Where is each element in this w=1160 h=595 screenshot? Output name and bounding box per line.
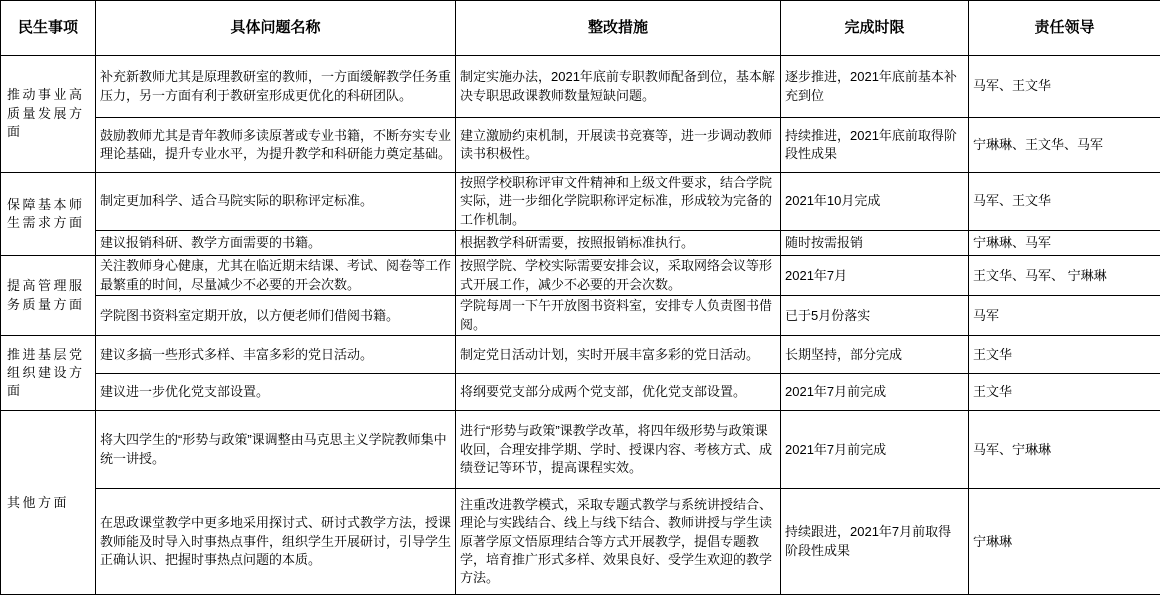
deadline-cell: 2021年7月前完成 bbox=[781, 411, 969, 489]
category-cell: 其他方面 bbox=[1, 411, 96, 595]
leader-cell: 王文华 bbox=[969, 336, 1160, 374]
problem-cell: 关注教师身心健康，尤其在临近期末结课、考试、阅卷等工作最繁重的时间，尽量减少不必要的开会次数。 bbox=[96, 256, 456, 296]
leader-cell: 王文华 bbox=[969, 374, 1160, 411]
leader-cell: 宁琳琳、王文华、马军 bbox=[969, 118, 1160, 173]
problem-cell: 在思政课堂教学中更多地采用探讨式、研讨式教学方法，授课教师能及时导入时事热点事件，组织学生开展研讨，引导学生正确认识、把握时事热点问题的本质。 bbox=[96, 489, 456, 595]
problem-cell: 建议报销科研、教学方面需要的书籍。 bbox=[96, 231, 456, 256]
measure-cell: 学院每周一下午开放图书资料室，安排专人负责图书借阅。 bbox=[456, 296, 781, 336]
column-header-problem: 具体问题名称 bbox=[96, 1, 456, 56]
column-header-leader: 责任领导 bbox=[969, 1, 1160, 56]
leader-cell: 王文华、马军、 宁琳琳 bbox=[969, 256, 1160, 296]
leader-cell: 宁琳琳、马军 bbox=[969, 231, 1160, 256]
measure-cell: 建立激励约束机制，开展读书竞赛等，进一步调动教师读书积极性。 bbox=[456, 118, 781, 173]
table-row bbox=[1, 296, 1160, 336]
measure-cell: 进行“形势与政策”课教学改革，将四年级形势与政策课收回，合理安排学期、学时、授课内容、考核方式、成绩登记等环节，提高课程实效。 bbox=[456, 411, 781, 489]
column-header-deadline: 完成时限 bbox=[781, 1, 969, 56]
problem-cell: 学院图书资料室定期开放，以方便老师们借阅书籍。 bbox=[96, 296, 456, 336]
deadline-cell: 已于5月份落实 bbox=[781, 296, 969, 336]
measure-cell: 按照学院、学校实际需要安排会议，采取网络会议等形式开展工作，减少不必要的开会次数。 bbox=[456, 256, 781, 296]
leader-cell: 马军、王文华 bbox=[969, 56, 1160, 118]
deadline-cell: 逐步推进，2021年底前基本补充到位 bbox=[781, 56, 969, 118]
table-row bbox=[1, 118, 1160, 173]
table-row bbox=[1, 411, 1160, 489]
category-cell: 推动事业高质量发展方面 bbox=[1, 56, 96, 173]
problem-cell: 鼓励教师尤其是青年教师多读原著或专业书籍，不断夯实专业理论基础，提升专业水平，为提升教学和科研能力奠定基础。 bbox=[96, 118, 456, 173]
category-cell: 保障基本师生需求方面 bbox=[1, 173, 96, 256]
table-row bbox=[1, 231, 1160, 256]
table-row bbox=[1, 56, 1160, 118]
deadline-cell: 持续跟进，2021年7月前取得阶段性成果 bbox=[781, 489, 969, 595]
measure-cell: 根据教学科研需要，按照报销标准执行。 bbox=[456, 231, 781, 256]
category-cell: 推进基层党组织建设方面 bbox=[1, 336, 96, 411]
deadline-cell: 随时按需报销 bbox=[781, 231, 969, 256]
table-row bbox=[1, 489, 1160, 595]
problem-cell: 建议多搞一些形式多样、丰富多彩的党日活动。 bbox=[96, 336, 456, 374]
table-row bbox=[1, 256, 1160, 296]
deadline-cell: 持续推进，2021年底前取得阶段性成果 bbox=[781, 118, 969, 173]
deadline-cell: 2021年10月完成 bbox=[781, 173, 969, 231]
problem-cell: 建议进一步优化党支部设置。 bbox=[96, 374, 456, 411]
problem-cell: 补充新教师尤其是原理教研室的教师，一方面缓解教学任务重压力，另一方面有利于教研室形成更优化的科研团队。 bbox=[96, 56, 456, 118]
leader-cell: 马军 bbox=[969, 296, 1160, 336]
measure-cell: 制定实施办法，2021年底前专职教师配备到位，基本解决专职思政课教师数量短缺问题。 bbox=[456, 56, 781, 118]
measure-cell: 按照学校职称评审文件精神和上级文件要求，结合学院实际，进一步细化学院职称评定标准，形成较为完备的工作机制。 bbox=[456, 173, 781, 231]
deadline-cell: 2021年7月 bbox=[781, 256, 969, 296]
measure-cell: 制定党日活动计划，实时开展丰富多彩的党日活动。 bbox=[456, 336, 781, 374]
category-cell: 提高管理服务质量方面 bbox=[1, 256, 96, 336]
leader-cell: 马军、王文华 bbox=[969, 173, 1160, 231]
measure-cell: 注重改进教学模式，采取专题式教学与系统讲授结合、理论与实践结合、线上与线下结合、教师讲授与学生读原著学原文悟原理结合等方式开展教学，提倡专题教学，培育推广形式多样、效果良好、受学生欢迎的教学方法。 bbox=[456, 489, 781, 595]
leader-cell: 马军、宁琳琳 bbox=[969, 411, 1160, 489]
leader-cell: 宁琳琳 bbox=[969, 489, 1160, 595]
deadline-cell: 2021年7月前完成 bbox=[781, 374, 969, 411]
table-row bbox=[1, 374, 1160, 411]
measure-cell: 将纲要党支部分成两个党支部，优化党支部设置。 bbox=[456, 374, 781, 411]
table-row bbox=[1, 336, 1160, 374]
column-header-measure: 整改措施 bbox=[456, 1, 781, 56]
table-row bbox=[1, 173, 1160, 231]
deadline-cell: 长期坚持，部分完成 bbox=[781, 336, 969, 374]
header-row bbox=[1, 1, 1160, 56]
problem-cell: 制定更加科学、适合马院实际的职称评定标准。 bbox=[96, 173, 456, 231]
column-header-category: 民生事项 bbox=[1, 1, 96, 56]
problem-cell: 将大四学生的“形势与政策”课调整由马克思主义学院教师集中统一讲授。 bbox=[96, 411, 456, 489]
